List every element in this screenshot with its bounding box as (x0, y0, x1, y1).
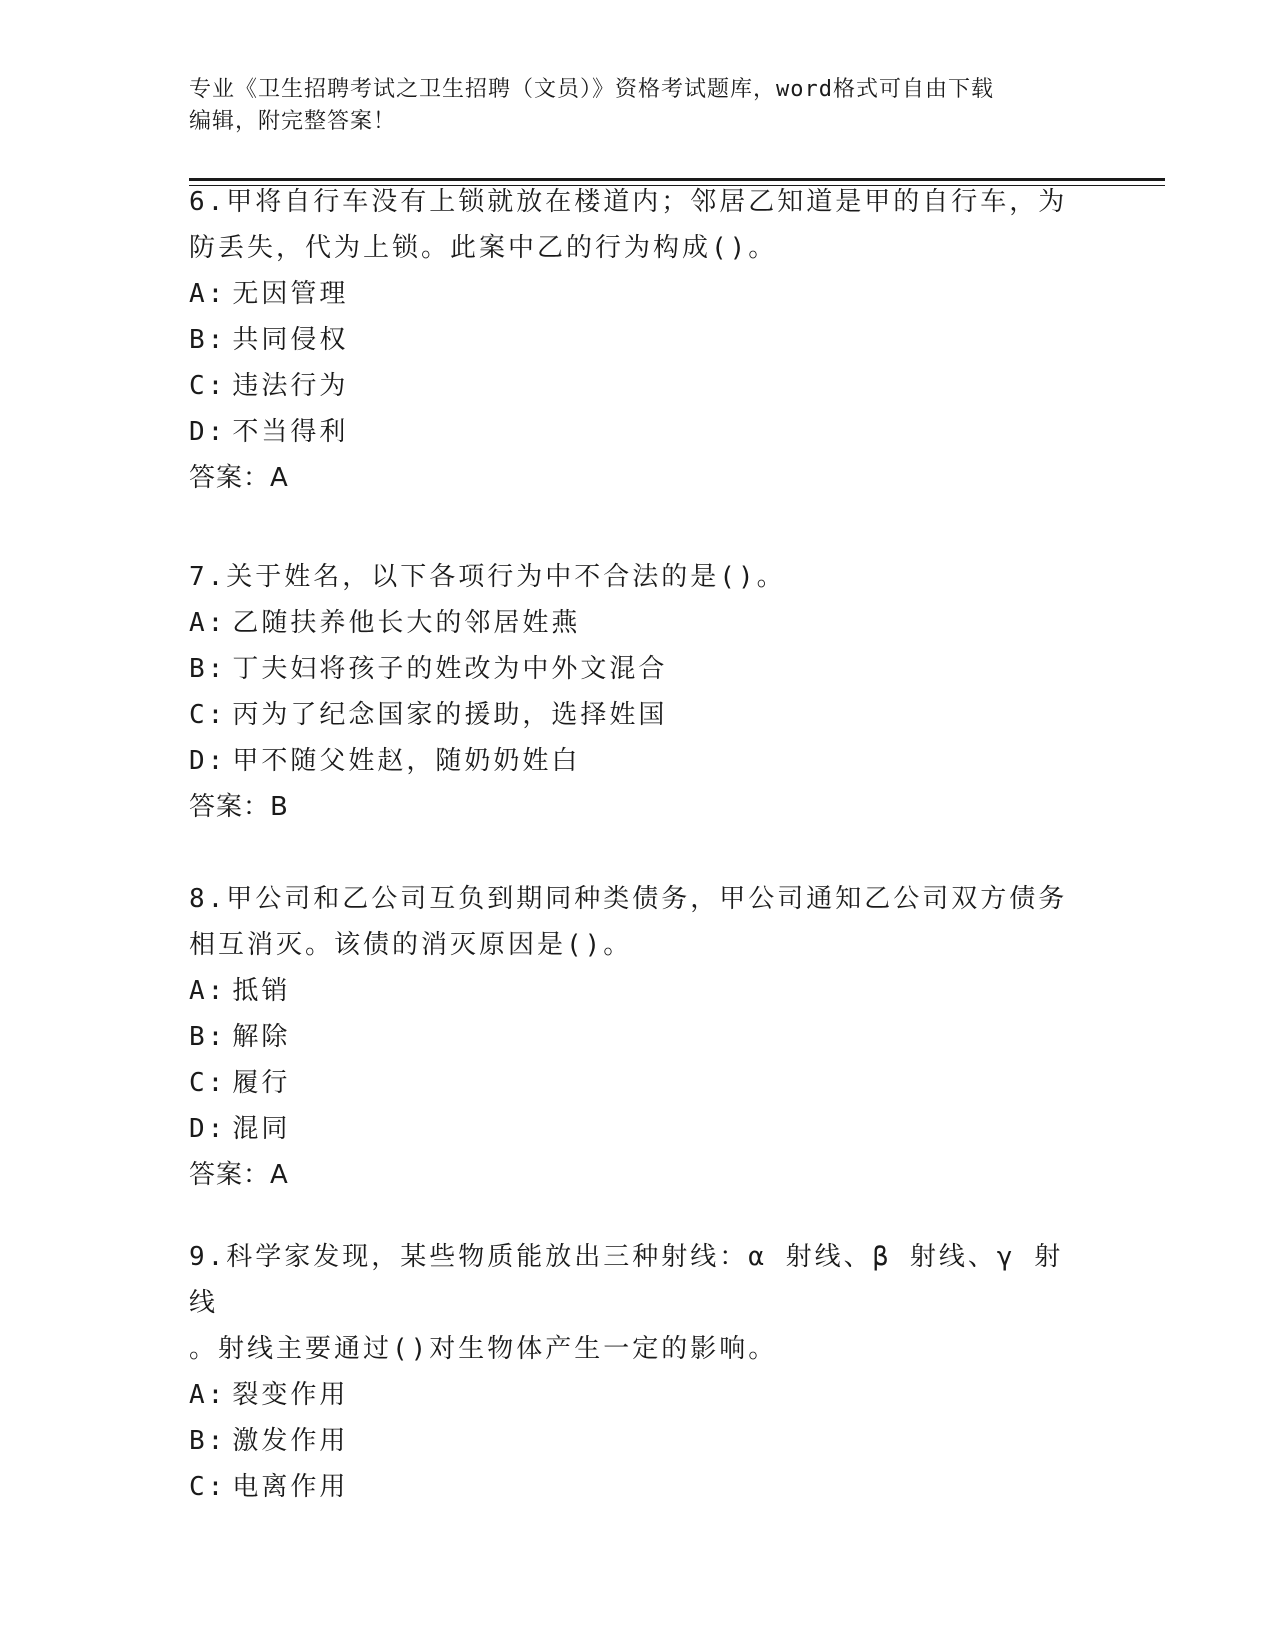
option-text: 抵销 (232, 976, 291, 1006)
question-stem: 9.科学家发现，某些物质能放出三种射线：α 射线、β 射线、γ 射线 。射线主要通过()对生物体产生一定的影响。 (189, 1242, 1064, 1364)
option-text: 电离作用 (232, 1472, 349, 1502)
option-a (189, 1372, 1089, 1418)
option-text: 违法行为 (232, 371, 349, 401)
option-letter: A: (189, 608, 227, 638)
option-letter: C: (189, 371, 227, 401)
option-letter: B: (189, 325, 227, 355)
option-text: 裂变作用 (232, 1380, 349, 1410)
answer-line: 答案：A (189, 463, 289, 493)
question-9 (189, 1234, 1089, 1510)
option-text: 甲不随父姓赵，随奶奶姓白 (232, 746, 581, 776)
option-text: 混同 (232, 1114, 291, 1144)
option-letter: A: (189, 976, 227, 1006)
option-b (189, 317, 1089, 363)
question-stem: 7.关于姓名，以下各项行为中不合法的是()。 (189, 562, 786, 592)
question-stem: 8.甲公司和乙公司互负到期同种类债务，甲公司通知乙公司双方债务 相互消灭。该债的消灭原因是()。 (189, 884, 1068, 960)
answer-line: 答案：B (189, 792, 289, 822)
option-d (189, 738, 1089, 784)
question-6 (189, 179, 1089, 501)
option-letter: D: (189, 417, 227, 447)
document-header (189, 74, 1089, 138)
header-line-1: 专业《卫生招聘考试之卫生招聘（文员）》资格考试题库，word格式可自由下载 (189, 77, 994, 102)
option-a (189, 271, 1089, 317)
option-c (189, 363, 1089, 409)
option-text: 乙随扶养他长大的邻居姓燕 (232, 608, 581, 638)
option-b (189, 646, 1089, 692)
option-a (189, 968, 1089, 1014)
option-c (189, 692, 1089, 738)
option-text: 无因管理 (232, 279, 349, 309)
option-letter: A: (189, 279, 227, 309)
question-8 (189, 876, 1089, 1198)
question-7 (189, 554, 1089, 830)
option-text: 履行 (232, 1068, 291, 1098)
option-c (189, 1060, 1089, 1106)
answer-line: 答案：A (189, 1160, 289, 1190)
option-a (189, 600, 1089, 646)
option-letter: B: (189, 1426, 227, 1456)
option-letter: C: (189, 1068, 227, 1098)
option-b (189, 1418, 1089, 1464)
option-letter: B: (189, 1022, 227, 1052)
option-d (189, 409, 1089, 455)
question-stem: 6.甲将自行车没有上锁就放在楼道内；邻居乙知道是甲的自行车，为 防丢失，代为上锁。此案中乙的行为构成()。 (189, 187, 1068, 263)
option-b (189, 1014, 1089, 1060)
option-letter: B: (189, 654, 227, 684)
option-letter: C: (189, 700, 227, 730)
option-text: 解除 (232, 1022, 291, 1052)
option-letter: C: (189, 1472, 227, 1502)
header-line-2: 编辑，附完整答案！ (189, 109, 397, 134)
option-letter: D: (189, 746, 227, 776)
option-d (189, 1106, 1089, 1152)
option-letter: A: (189, 1380, 227, 1410)
option-text: 丁夫妇将孩子的姓改为中外文混合 (232, 654, 668, 684)
option-text: 共同侵权 (232, 325, 349, 355)
option-text: 丙为了纪念国家的援助，选择姓国 (232, 700, 668, 730)
option-text: 不当得利 (232, 417, 349, 447)
option-letter: D: (189, 1114, 227, 1144)
option-text: 激发作用 (232, 1426, 349, 1456)
option-c (189, 1464, 1089, 1510)
